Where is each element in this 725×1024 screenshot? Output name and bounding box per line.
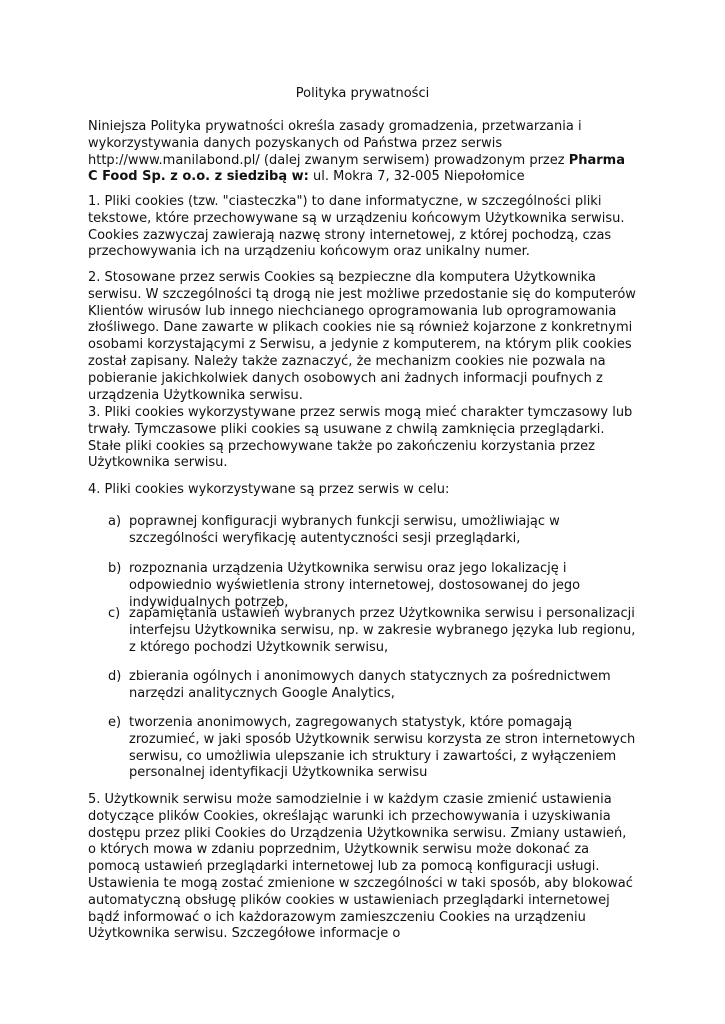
list-marker: a) [108,514,122,529]
list-item [108,715,636,782]
company-name: Pharma C Food Sp. z o.o. z siedzibą w: [88,152,626,185]
list-marker: c) [108,606,121,621]
paragraph-5: 5. Użytkownik serwisu może samodzielnie i w każdym czasie zmienić ustawienia dotyczące plików Cookies, określając warunki ich przechowywania i uzyskiwania dostępu przez pliki Cookies do Urządzenia Użytkownika serwisu. Zmiany ustawień, o których mowa w zdaniu poprzednim, Użytkownik serwisu może dokonać za pomocą ustawień przeglądarki internetowej lub za pomocą konfiguracji usługi. Ustawienia te mogą zostać zmienione w szczególności w taki sposób, aby blokować automatyczną obsługę plików cookies w ustawieniach przeglądarki internetowej bądź informować o ich każdorazowym zamieszczeniu Cookies na urządzeniu Użytkownika serwisu. Szczegółowe informacje o [88,792,633,942]
list-marker: d) [108,669,122,684]
list-item-text: zbierania ogólnych i anonimowych danych statycznych za pośrednictwem narzędzi analitycznych Google Analytics, [129,669,611,701]
paragraph-3: 3. Pliki cookies wykorzystywane przez serwis mogą mieć charakter tymczasowy lub trwały. Tymczasowe pliki cookies są usuwane z chwilą zamknięcia przeglądarki. Stałe pliki cookies są przechowywane także po zakończeniu korzystania przez Użytkownika serwisu. [88,405,633,471]
list-item-text: tworzenia anonimowych, zagregowanych statystyk, które pomagają zrozumieć, w jaki sposób Użytkownik serwisu korzysta ze stron internetowych serwisu, co umożliwia ulepszanie ich struktury i zawartości, z wyłączeniem personalnej identyfikacji Użytkownika serwisu [129,715,636,781]
list-marker: e) [108,715,122,730]
paragraph-1: 1. Pliki cookies (tzw. "ciasteczka") to dane informatyczne, w szczególności pliki tekstowe, które przechowywane są w urządzeniu końcowym Użytkownika serwisu. Cookies zazwyczaj zawierają nazwę strony internetowej, z której pochodzą, czas przechowywania ich na urządzeniu końcowym oraz unikalny numer. [88,194,625,260]
list-item [108,514,636,548]
page-title: Polityka prywatności [295,86,430,101]
list-item-text: rozpoznania urządzenia Użytkownika serwisu oraz jego lokalizację i odpowiednio wyświetlenia strony internetowej, dostosowanej do jego indywidualnych potrzeb, [129,561,581,610]
intro-text: Niniejsza Polityka prywatności określa zasady gromadzenia, przetwarzania i wykorzystywania danych pozyskanych od Państwa przez serwis http://www.manilabond.pl/ (dalej zwanym serwisem) prowadzonym przez [88,119,582,168]
paragraph-4: 4. Pliki cookies wykorzystywane są przez serwis w celu: [88,482,450,497]
list-item [108,669,636,703]
list-item-text: zapamiętania ustawień wybranych przez Użytkownika serwisu i personalizacji interfejsu Użytkownika serwisu, np. w zakresie wybranego języka lub regionu, z którego pochodzi Użytkownik serwisu, [129,606,636,655]
list-item [108,561,636,611]
list-marker: b) [108,561,122,576]
intro-paragraph [88,119,636,186]
paragraph-2: 2. Stosowane przez serwis Cookies są bezpieczne dla komputera Użytkownika serwisu. W szczególności tą drogą nie jest możliwe przedostanie się do komputerów Klientów wirusów lub innego niechcianego oprogramowania lub oprogramowania złośliwego. Dane zawarte w plikach cookies nie są również kojarzone z konkretnymi osobami korzystającymi z Serwisu, a jedynie z komputerem, na którym plik cookies został zapisany. Należy także zaznaczyć, że mechanizm cookies nie pozwala na pobieranie jakichkolwiek danych osobowych ani żadnych informacji poufnych z urządzenia Użytkownika serwisu. [88,270,636,403]
list-item [108,606,636,656]
company-address: ul. Mokra 7, 32-005 Niepołomice [308,169,525,185]
list-item-text: poprawnej konfiguracji wybranych funkcji serwisu, umożliwiając w szczególności weryfikację autentyczności sesji przeglądarki, [129,514,560,546]
